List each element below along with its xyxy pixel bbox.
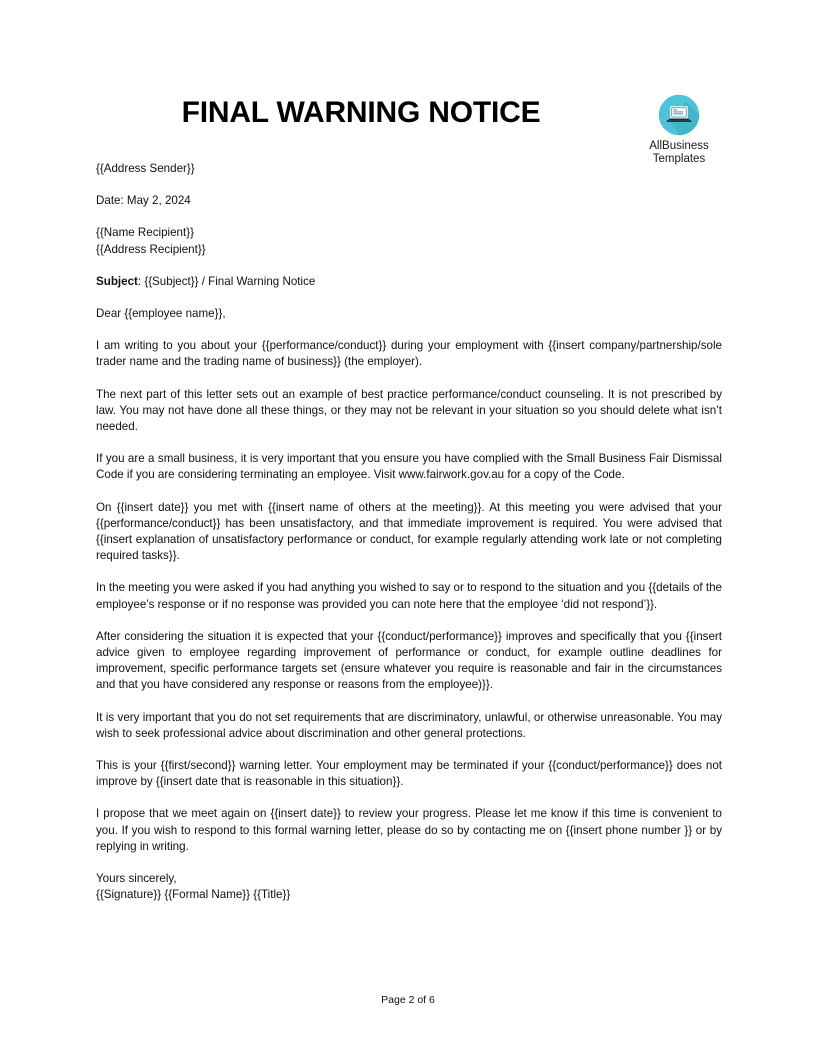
signature-line: {{Signature}} {{Formal Name}} {{Title}}	[96, 888, 291, 902]
paragraph-9: I propose that we meet again on {{insert date}} to review your progress. Please let me know if this time is convenient to you. If you wish to respond to this formal warning letter, please do so by contacting me on {{insert phone number }} or by replying in writing.	[96, 807, 722, 853]
date-block	[96, 193, 722, 209]
page-number-label: Page 2 of 6	[381, 994, 435, 1006]
recipient-block	[96, 225, 722, 257]
brand-logo	[636, 93, 722, 165]
salutation: Dear {{employee name}},	[96, 307, 226, 321]
subject-label: Subject	[96, 274, 138, 288]
letter-body	[96, 161, 722, 904]
sender-address: {{Address Sender}}	[96, 162, 195, 175]
brand-logo-line2: Templates	[652, 152, 706, 165]
closing-block	[96, 871, 722, 903]
paragraph-4: On {{insert date}} you met with {{insert name of others at the meeting}}. At this meeting you were advised that your {{performance/conduct}} has been unsatisfactory, and that immediate improvement is required. You were advised that {{insert explanation of unsatisfactory performance or conduct, for example regularly attending work late or not completing required tasks}}.	[96, 500, 722, 563]
recipient-address: {{Address Recipient}}	[96, 242, 206, 256]
subject-line	[96, 274, 722, 290]
paragraph-3: If you are a small business, it is very important that you ensure you have complied with the Small Business Fair Dismissal Code if you are considering terminating an employee. Visit www.fairwork.gov.au for a copy of the Code.	[96, 452, 722, 482]
sender-address-block	[96, 161, 722, 177]
paragraph-7: It is very important that you do not set requirements that are discriminatory, unlawful, or otherwise unreasonable. You may wish to seek professional advice about discrimination and other general protections.	[96, 710, 722, 740]
subject-value: : {{Subject}} / Final Warning Notice	[137, 274, 316, 288]
page-footer	[96, 994, 720, 1006]
page-title: FINAL WARNING NOTICE	[181, 96, 541, 129]
date-line: Date: May 2, 2024	[96, 194, 191, 208]
paragraph-6: After considering the situation it is expected that your {{conduct/performance}} improves and specifically that you {{insert advice given to employee regarding improvement of performance or conduct, for example outline deadlines for improvement, specific performance targets set (ensure whatever you require is reasonable and fair in the circumstances and that you have considered any response or reasons from the employee)}}.	[96, 629, 722, 692]
closing-salutation: Yours sincerely,	[96, 872, 177, 886]
paragraph-8: This is your {{first/second}} warning letter. Your employment may be terminated if your {{conduct/performance}} does not improve by {{insert date that is reasonable in this situation}}.	[96, 759, 722, 789]
brand-logo-line1: AllBusiness	[649, 140, 709, 152]
laptop-icon	[657, 93, 701, 137]
recipient-name: {{Name Recipient}}	[96, 226, 194, 240]
paragraph-2: The next part of this letter sets out an example of best practice performance/conduct counseling. It is not prescribed by law. You may not have done all these things, or they may not be relevant in your situation so you should delete what isn’t needed.	[96, 387, 722, 434]
paragraph-1: I am writing to you about your {{performance/conduct}} during your employment with {{insert company/partnership/sole trader name and the trading name of business}} (the employer).	[96, 339, 722, 369]
paragraph-5: In the meeting you were asked if you had anything you wished to say or to respond to the situation and you {{details of the employee’s response or if no response was provided you can note here that the employee ‘did not respond’}}.	[96, 581, 722, 611]
